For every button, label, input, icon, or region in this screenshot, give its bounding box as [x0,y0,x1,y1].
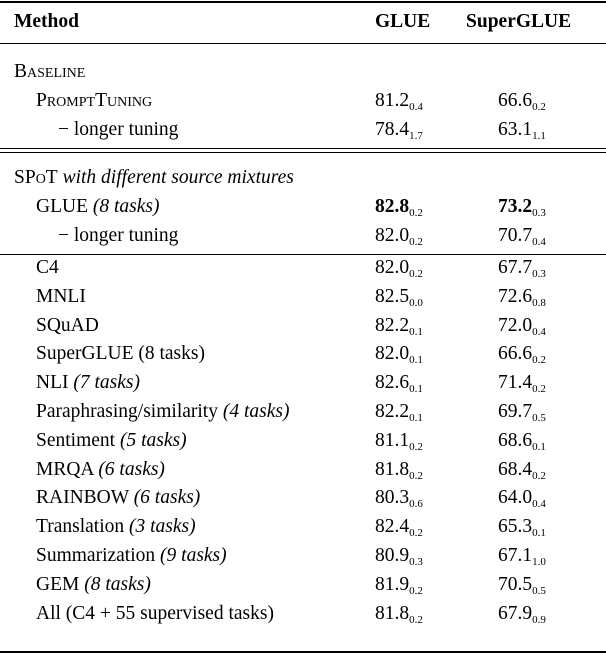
row-label: Paraphrasing/similarity (4 tasks) [36,401,290,422]
row-label: All (C4 + 55 supervised tasks) [36,602,274,624]
superglue-score: $67.7_{0.3}$ [498,257,546,280]
bottom-rule [0,651,606,653]
glue-std: 0.3 [409,556,423,568]
superglue-std: 0.4 [532,498,546,511]
row-label: Translation (3 tasks) [36,516,196,538]
glue-std: 0.6 [409,498,423,511]
section-spot: SPoT with different source mixtures [14,167,294,188]
superglue-score: $69.7_{0.5}$ [498,401,546,424]
row-label: GLUE (8 tasks) [36,196,160,217]
table-row [0,369,606,397]
table-row [0,254,606,282]
table-row [0,513,606,541]
row-label: NLI (7 tasks) [36,372,140,394]
glue-std: 0.0 [409,296,423,309]
superglue-std: 0.2 [532,469,546,482]
superglue-std: 0.1 [532,527,546,540]
glue-score: $82.0_{0.2}$ [375,257,423,280]
glue-score: $80.3_{0.6}$ [375,487,423,511]
table-row [0,542,606,570]
superglue-std: 0.5 [532,584,546,597]
superglue-std: 0.2 [532,354,546,367]
table-row [0,340,606,368]
superglue-score: $70.7_{0.4}$ [498,225,546,248]
superglue-score: $70.5_{0.5}$ [498,573,546,597]
glue-std: 0.2 [409,613,423,626]
row-label: PromptTuning [36,90,153,111]
glue-score: $81.8_{0.2}$ [375,602,423,626]
glue-score: $82.0_{0.1}$ [375,343,423,367]
table-row [0,456,606,484]
row-label: Summarization (9 tasks) [36,545,227,566]
superglue-std: 0.9 [532,613,546,626]
superglue-std: 0.2 [532,101,546,113]
superglue-std: 0.2 [532,383,546,396]
glue-score: $81.1_{0.2}$ [375,429,423,453]
glue-std: 0.1 [409,354,423,367]
section-baseline: Baseline [14,61,86,82]
superglue-score: $64.0_{0.4}$ [498,487,546,511]
glue-score: $82.4_{0.2}$ [375,516,423,540]
row-label: SuperGLUE (8 tasks) [36,343,205,365]
header-rule [0,43,606,44]
superglue-std: 0.4 [532,325,546,338]
superglue-score: $67.9_{0.9}$ [498,602,546,626]
double-rule-bottom [0,152,606,153]
superglue-std: 0.5 [532,412,546,424]
row-label: − longer tuning [58,225,179,246]
superglue-std: 0.4 [532,236,546,248]
glue-std: 0.2 [409,268,423,280]
glue-std: 0.2 [409,207,423,219]
glue-score: $82.0_{0.2}$ [375,225,423,248]
row-label: MRQA (6 tasks) [36,458,165,480]
superglue-score: $72.0_{0.4}$ [498,314,546,338]
glue-score: $80.9_{0.3}$ [375,545,423,568]
glue-std: 0.2 [409,440,423,453]
table-row [0,283,606,311]
header-superglue: SuperGLUE [466,11,572,32]
superglue-std: 0.3 [532,268,546,280]
table-row [0,398,606,426]
glue-score: $82.2_{0.1}$ [375,314,423,338]
glue-std: 0.2 [409,527,423,540]
table-row [0,571,606,599]
glue-score: $81.8_{0.2}$ [375,458,423,482]
glue-score: $82.6_{0.1}$ [375,372,423,396]
superglue-score: $72.6_{0.8}$ [498,285,546,309]
row-label: SQuAD [36,314,99,336]
glue-std: 0.1 [409,412,423,424]
row-label: RAINBOW (6 tasks) [36,487,201,509]
header-glue: GLUE [375,11,431,32]
superglue-score: $68.4_{0.2}$ [498,458,546,482]
glue-score: $81.2_{0.4}$ [375,90,423,113]
glue-std: 1.7 [409,130,423,142]
superglue-std: 0.3 [532,207,546,219]
header-method: Method [14,11,79,32]
glue-score: $82.8_{0.2}$ [375,196,423,219]
table-row [0,87,606,115]
glue-score: $81.9_{0.2}$ [375,573,423,597]
superglue-score: $66.6_{0.2}$ [498,90,546,113]
superglue-score: $67.1_{1.0}$ [498,545,546,568]
table-row [0,116,606,144]
table-row [0,312,606,340]
table-row [0,600,606,628]
superglue-score: $68.6_{0.1}$ [498,429,546,453]
glue-std: 0.1 [409,325,423,338]
row-label: MNLI [36,285,86,307]
superglue-score: $66.6_{0.2}$ [498,343,546,367]
row-label: Sentiment (5 tasks) [36,429,187,451]
glue-std: 0.4 [409,101,423,113]
top-rule [0,1,606,3]
glue-std: 0.2 [409,236,423,248]
header-row [0,8,606,36]
table-row [0,484,606,512]
glue-std: 0.2 [409,469,423,482]
superglue-std: 0.8 [532,296,546,309]
glue-score: $82.2_{0.1}$ [375,401,423,424]
superglue-std: 0.1 [532,440,546,453]
superglue-score: $65.3_{0.1}$ [498,516,546,540]
glue-std: 0.1 [409,383,423,396]
table-row [0,193,606,221]
superglue-score: $63.1_{1.1}$ [498,119,546,142]
superglue-score: $73.2_{0.3}$ [498,196,546,219]
double-rule-top [0,148,606,149]
row-label: − longer tuning [58,119,179,140]
table-row [0,222,606,250]
superglue-std: 1.0 [532,556,546,568]
glue-score: $78.4_{1.7}$ [375,119,423,142]
glue-std: 0.2 [409,584,423,597]
superglue-score: $71.4_{0.2}$ [498,372,546,396]
table-row [0,427,606,455]
superglue-std: 1.1 [532,130,546,142]
glue-score: $82.5_{0.0}$ [375,285,423,309]
row-label: GEM (8 tasks) [36,573,151,595]
row-label: C4 [36,257,59,278]
